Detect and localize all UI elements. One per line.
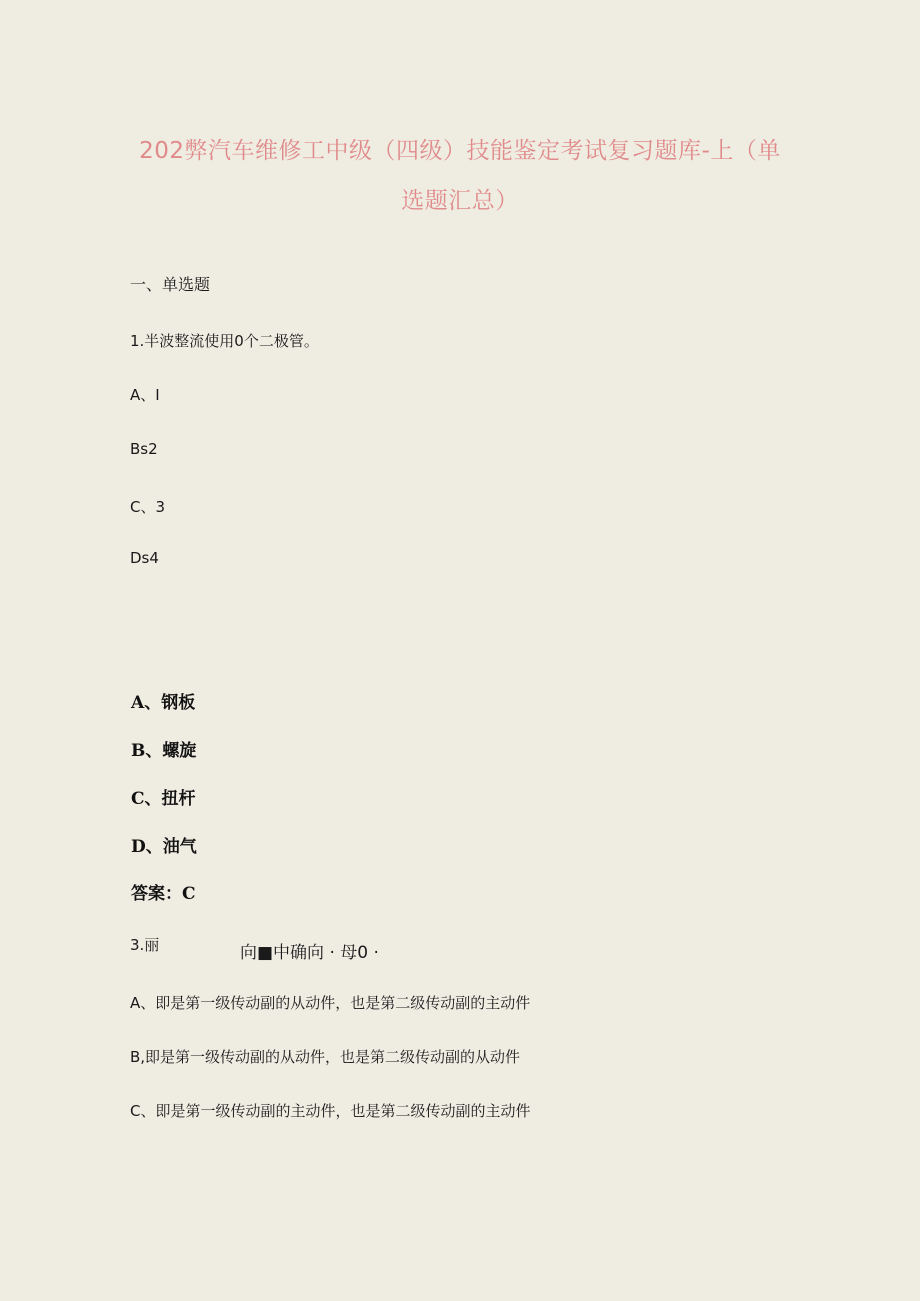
question-2-option-c: C、扭杆	[131, 789, 196, 809]
question-3-option-b: B,即是第一级传动副的从动件，也是第二级传动副的从动件	[130, 1048, 521, 1066]
title-line-2: 选题汇总）	[401, 188, 519, 214]
question-1-stem: 1.半波整流使用0个二极管。	[130, 332, 319, 350]
question-3-stem: 向■中确向 · 母0 ·	[240, 943, 379, 963]
title-line-1: 202弊汽车维修工中级（四级）技能鉴定考试复习题库-上（单	[139, 138, 781, 164]
question-3-option-a: A、即是第一级传动副的从动件，也是第二级传动副的主动件	[130, 994, 531, 1012]
document-title	[110, 126, 810, 226]
question-2-option-b: B、螺旋	[131, 741, 197, 761]
question-3-number: 3.丽	[130, 936, 160, 954]
question-1-option-c: C、3	[130, 498, 166, 516]
question-2-option-d: D、油气	[131, 837, 197, 857]
question-2-answer: 答案：C	[131, 884, 196, 904]
section-heading: 一、单选题	[130, 275, 211, 294]
question-1-option-d: Ds4	[130, 549, 159, 567]
question-1-option-a: A、I	[130, 386, 160, 404]
question-2-option-a: A、钢板	[131, 693, 196, 713]
question-1-option-b: Bs2	[130, 440, 158, 458]
question-3-option-c: C、即是第一级传动副的主动件，也是第二级传动副的主动件	[130, 1102, 531, 1120]
